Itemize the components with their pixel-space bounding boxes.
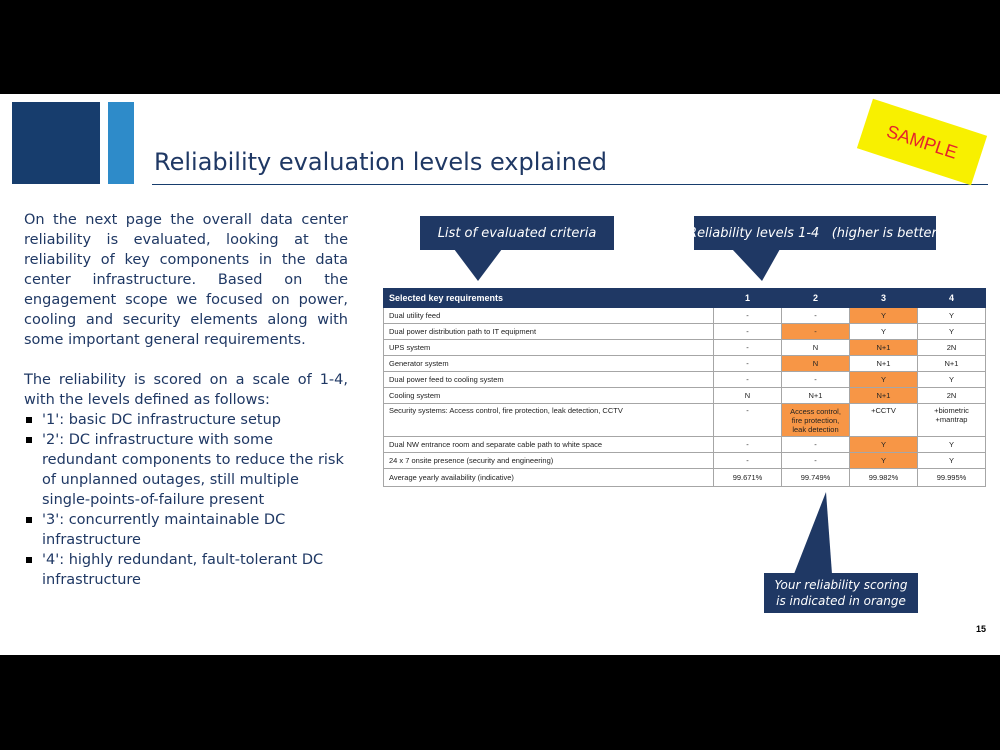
level-3-cell: N+1 — [850, 340, 918, 356]
column-header-level-4: 4 — [918, 289, 986, 308]
level-2-cell: - — [782, 308, 850, 324]
sample-stamp — [857, 99, 987, 186]
level-4-cell: 2N — [918, 388, 986, 404]
table-row — [384, 356, 986, 372]
level-1-cell: - — [714, 437, 782, 453]
table-row — [384, 388, 986, 404]
level-1-cell: - — [714, 356, 782, 372]
level-1-cell: 99.671% — [714, 469, 782, 487]
level-3-cell: 99.982% — [850, 469, 918, 487]
level-1-cell: - — [714, 404, 782, 437]
level-1-cell: - — [714, 324, 782, 340]
level-text: '2': DC infrastructure with some redundant components to reduce the risk of unplanned outages, still multiple single-points-of-failure present — [42, 432, 344, 508]
level-2-cell: Access control, fire protection, leak detection — [782, 404, 850, 437]
requirement-label: Dual utility feed — [384, 308, 714, 324]
header-decor-block-dark — [12, 102, 100, 184]
requirement-label: Dual NW entrance room and separate cable path to white space — [384, 437, 714, 453]
level-2-cell: - — [782, 324, 850, 340]
level-item-3 — [24, 510, 348, 550]
level-2-cell: - — [782, 372, 850, 388]
requirement-label: Security systems: Access control, fire protection, leak detection, CCTV — [384, 404, 714, 437]
table-row — [384, 372, 986, 388]
level-2-cell: N — [782, 356, 850, 372]
level-item-2 — [24, 430, 348, 510]
level-2-cell: - — [782, 453, 850, 469]
title-divider — [152, 184, 988, 185]
callout-scoring-pointer — [786, 492, 836, 576]
level-text: '4': highly redundant, fault-tolerant DC infrastructure — [42, 552, 324, 588]
requirement-label: Cooling system — [384, 388, 714, 404]
requirement-label: 24 x 7 onsite presence (security and engineering) — [384, 453, 714, 469]
level-4-cell: Y — [918, 372, 986, 388]
level-2-cell: 99.749% — [782, 469, 850, 487]
level-1-cell: N — [714, 388, 782, 404]
callout-levels-text: Reliability levels 1-4 (higher is better) — [688, 225, 942, 241]
slide-title: Reliability evaluation levels explained — [154, 148, 607, 176]
requirements-table — [383, 288, 986, 487]
table-row — [384, 453, 986, 469]
requirement-label: Dual power distribution path to IT equipment — [384, 324, 714, 340]
level-text: '3': concurrently maintainable DC infrastructure — [42, 512, 286, 548]
level-item-4 — [24, 550, 348, 590]
callout-criteria-text: List of evaluated criteria — [437, 225, 597, 241]
table-row — [384, 324, 986, 340]
table-header-row — [384, 289, 986, 308]
bullet-icon — [26, 437, 32, 443]
level-1-cell: - — [714, 372, 782, 388]
level-4-cell: 99.995% — [918, 469, 986, 487]
level-1-cell: - — [714, 340, 782, 356]
requirement-label: Dual power feed to cooling system — [384, 372, 714, 388]
callout-criteria — [420, 216, 614, 250]
header-decor-block-light — [108, 102, 134, 184]
callout-scoring-line2: is indicated in orange — [776, 594, 906, 608]
callout-criteria-pointer — [454, 249, 504, 283]
bullet-icon — [26, 557, 32, 563]
level-4-cell: +biometric +mantrap — [918, 404, 986, 437]
level-text: '1': basic DC infrastructure setup — [42, 412, 281, 428]
requirement-label: Average yearly availability (indicative) — [384, 469, 714, 487]
level-3-cell: +CCTV — [850, 404, 918, 437]
level-3-cell: Y — [850, 437, 918, 453]
levels-list — [24, 410, 348, 590]
column-header-level-3: 3 — [850, 289, 918, 308]
table-row — [384, 340, 986, 356]
level-2-cell: - — [782, 437, 850, 453]
table-row — [384, 308, 986, 324]
callout-scoring — [764, 573, 918, 613]
level-3-cell: Y — [850, 308, 918, 324]
column-header-requirements: Selected key requirements — [384, 289, 714, 308]
intro-paragraph: On the next page the overall data center reliability is evaluated, looking at the reliability of key components in the data center infrastructure. Based on the engagement scope we focused on power, cooling and security elements along with some important general requirements. — [24, 212, 348, 348]
bullet-icon — [26, 417, 32, 423]
callout-scoring-line1: Your reliability scoring — [774, 578, 908, 592]
level-3-cell: Y — [850, 324, 918, 340]
requirement-label: Generator system — [384, 356, 714, 372]
level-4-cell: 2N — [918, 340, 986, 356]
level-4-cell: Y — [918, 437, 986, 453]
page-number: 15 — [976, 624, 987, 634]
level-1-cell: - — [714, 453, 782, 469]
level-4-cell: Y — [918, 453, 986, 469]
level-4-cell: Y — [918, 308, 986, 324]
table-row-availability — [384, 469, 986, 487]
scale-intro-paragraph: The reliability is scored on a scale of 1-4, with the levels defined as follows: — [24, 372, 348, 408]
column-header-level-2: 2 — [782, 289, 850, 308]
slide — [0, 94, 1000, 655]
column-header-level-1: 1 — [714, 289, 782, 308]
level-3-cell: N+1 — [850, 356, 918, 372]
level-4-cell: N+1 — [918, 356, 986, 372]
level-item-1 — [24, 410, 348, 430]
level-2-cell: N — [782, 340, 850, 356]
level-4-cell: Y — [918, 324, 986, 340]
table-row — [384, 437, 986, 453]
level-1-cell: - — [714, 308, 782, 324]
callout-levels — [688, 216, 942, 250]
level-3-cell: N+1 — [850, 388, 918, 404]
table-row — [384, 404, 986, 437]
sample-stamp-text: SAMPLE — [884, 120, 960, 163]
level-3-cell: Y — [850, 453, 918, 469]
level-2-cell: N+1 — [782, 388, 850, 404]
callout-levels-pointer — [732, 249, 782, 283]
level-3-cell: Y — [850, 372, 918, 388]
requirement-label: UPS system — [384, 340, 714, 356]
bullet-icon — [26, 517, 32, 523]
body-text — [24, 210, 348, 590]
